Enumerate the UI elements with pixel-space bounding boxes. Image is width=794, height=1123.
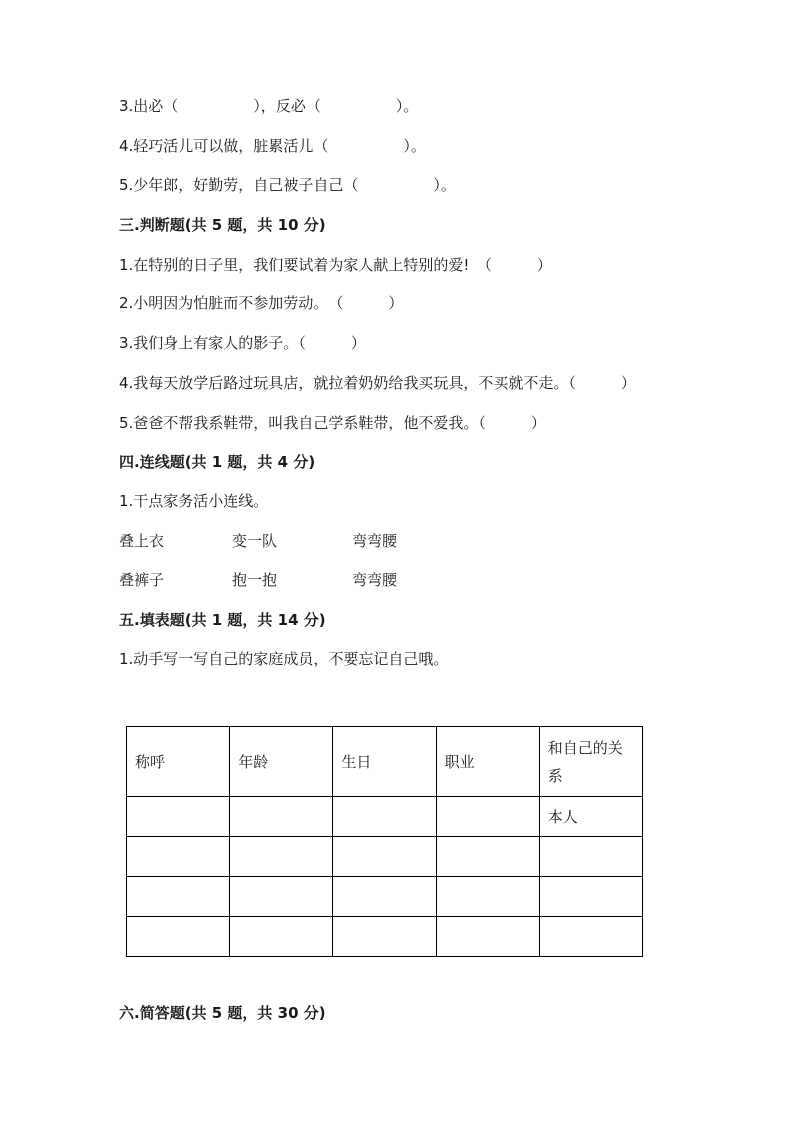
table-cell[interactable] — [230, 837, 333, 877]
table-header-row — [127, 727, 643, 797]
table-row — [127, 877, 643, 917]
fill-blank-4: 4.轻巧活儿可以做，脏累活儿（ ）。 — [119, 137, 426, 155]
table-cell[interactable] — [333, 877, 436, 917]
table-cell[interactable] — [230, 877, 333, 917]
match-item-middle-1: 变一队 — [232, 532, 278, 550]
match-item-left-2: 叠裤子 — [119, 571, 165, 589]
judge-question-1: 1.在特别的日子里，我们要试着为家人献上特别的爱! （ ） — [119, 256, 552, 274]
table-cell[interactable] — [436, 877, 539, 917]
table-cell[interactable] — [333, 797, 436, 837]
judge-question-2: 2.小明因为怕脏而不参加劳动。 （ ） — [119, 294, 404, 312]
table-cell[interactable] — [539, 837, 642, 877]
table-cell[interactable]: 本人 — [539, 797, 642, 837]
family-members-table — [126, 726, 643, 957]
header-cell-age: 年龄 — [230, 727, 333, 797]
table-row — [127, 797, 643, 837]
judge-question-4: 4.我每天放学后路过玩具店，就拉着奶奶给我买玩具，不买就不走。（ ） — [119, 374, 636, 392]
match-item-middle-2: 抱一抱 — [232, 571, 278, 589]
table-cell[interactable] — [436, 797, 539, 837]
header-cell-birthday: 生日 — [333, 727, 436, 797]
table-cell[interactable] — [230, 797, 333, 837]
judge-question-5: 5.爸爸不帮我系鞋带，叫我自己学系鞋带，他不爱我。（ ） — [119, 414, 546, 432]
header-cell-job: 职业 — [436, 727, 539, 797]
table-cell[interactable] — [127, 917, 230, 957]
table-cell[interactable] — [436, 837, 539, 877]
table-cell[interactable] — [333, 837, 436, 877]
section-4-heading: 四.连线题(共 1 题，共 4 分) — [119, 453, 316, 471]
table-cell[interactable] — [127, 837, 230, 877]
table-row — [127, 917, 643, 957]
table-row — [127, 837, 643, 877]
header-cell-relation: 和自己的关系 — [539, 727, 642, 797]
match-question-1: 1.干点家务活小连线。 — [119, 492, 269, 510]
header-cell-title: 称呼 — [127, 727, 230, 797]
fill-blank-5: 5.少年郎，好勤劳，自己被子自己（ ）。 — [119, 176, 456, 194]
match-item-right-1: 弯弯腰 — [352, 532, 398, 550]
section-3-heading: 三.判断题(共 5 题，共 10 分) — [119, 216, 326, 234]
table-cell[interactable] — [333, 917, 436, 957]
match-item-left-1: 叠上衣 — [119, 532, 165, 550]
table-cell[interactable] — [436, 917, 539, 957]
judge-question-3: 3.我们身上有家人的影子。（ ） — [119, 334, 366, 352]
table-cell[interactable] — [539, 877, 642, 917]
section-6-heading: 六.简答题(共 5 题，共 30 分) — [119, 1004, 326, 1022]
table-cell[interactable] — [230, 917, 333, 957]
table-question-1: 1.动手写一写自己的家庭成员，不要忘记自己哦。 — [119, 650, 449, 668]
table-cell[interactable] — [539, 917, 642, 957]
section-5-heading: 五.填表题(共 1 题，共 14 分) — [119, 611, 326, 629]
match-item-right-2: 弯弯腰 — [352, 571, 398, 589]
table-cell[interactable] — [127, 797, 230, 837]
table-cell[interactable] — [127, 877, 230, 917]
fill-blank-3: 3.出必（ ），反必（ ）。 — [119, 97, 419, 115]
